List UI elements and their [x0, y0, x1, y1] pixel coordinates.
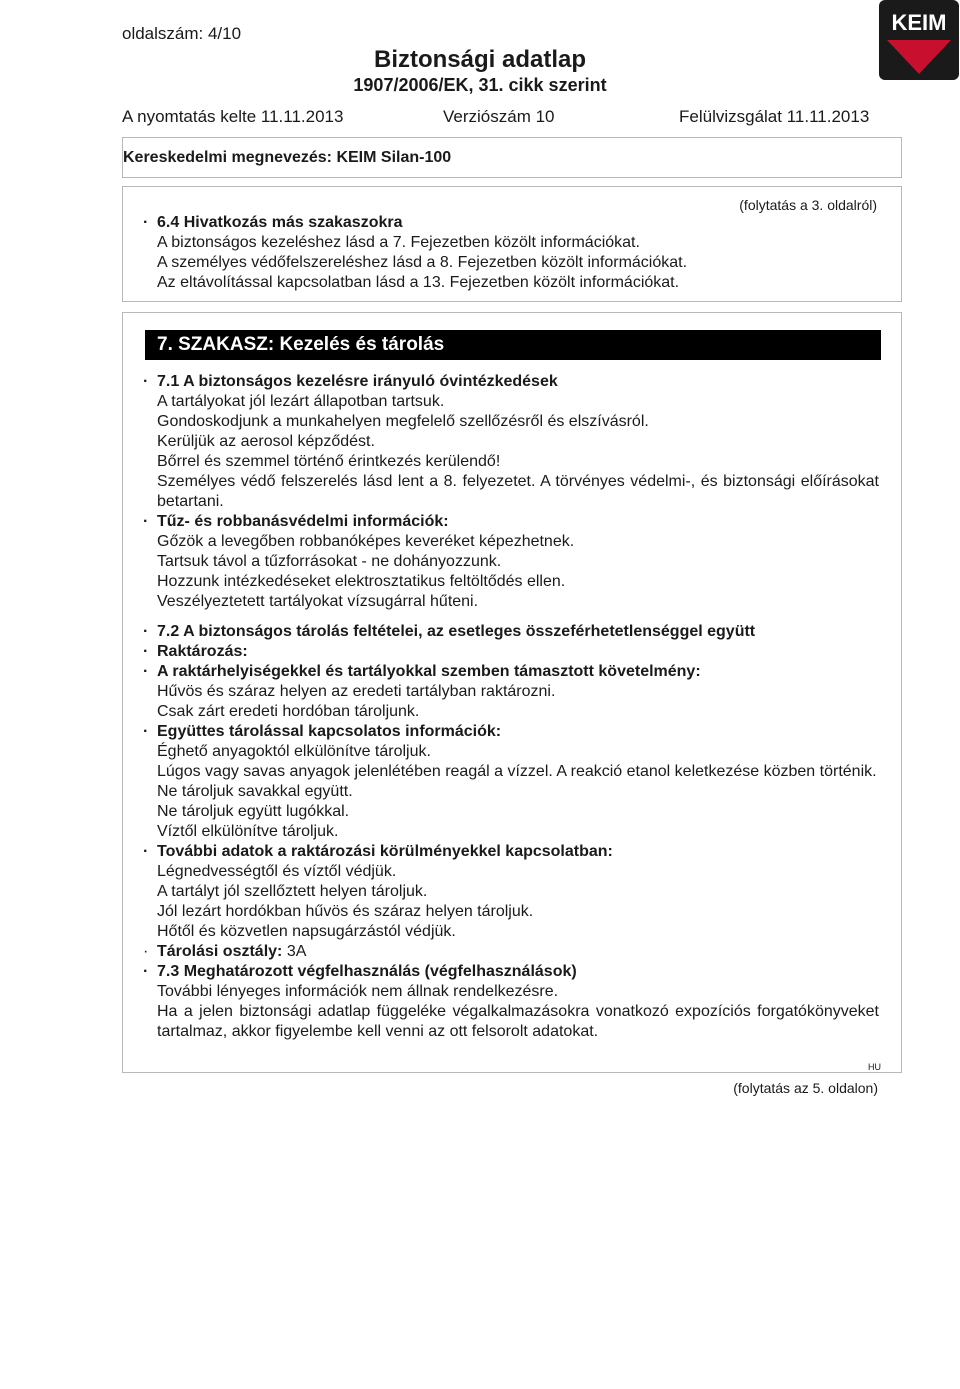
- section-7-1-line: Bőrrel és szemmel történő érintkezés kerülendő!: [157, 453, 501, 470]
- section-7-1-line: Kerüljük az aerosol képződést.: [157, 433, 375, 450]
- further-storage-line: Jól lezárt hordókban hűvös és száraz helyen tároljuk.: [157, 903, 534, 920]
- section-7-1-line: Gondoskodjunk a munkahelyen megfelelő szellőzésről és elszívásról.: [157, 413, 649, 430]
- trade-name-box: [122, 137, 902, 178]
- section-7-lines: [137, 372, 879, 1042]
- document-title: Biztonsági adatlap: [373, 46, 587, 73]
- continued-on: (folytatás az 5. oldalon): [733, 1080, 878, 1096]
- section-7-1-heading: · 7.1 A biztonságos kezelésre irányuló óvintézkedések: [137, 372, 879, 392]
- section-6-4-line: A biztonságos kezeléshez lásd a 7. Fejezetben közölt információkat.: [157, 234, 640, 251]
- further-storage-line: Légnedvességtől és víztől védjük.: [157, 863, 397, 880]
- version-number: Verziószám 10: [443, 107, 555, 126]
- page-number: oldalszám: 4/10: [122, 24, 242, 43]
- section-6-4: [122, 186, 902, 302]
- section-7-3-line: Ha a jelen biztonsági adatlap függeléke végalkalmazásokra vonatkozó expozíciós forgatókönyveket tartalmaz, akkor figyelembe kell venni az ott felsorolt adatokat.: [157, 1003, 879, 1040]
- joint-storage-line: Éghető anyagoktól elkülönítve tároljuk.: [157, 743, 431, 760]
- storage-class-value: 3A: [286, 943, 307, 960]
- document-subtitle: 1907/2006/EK, 31. cikk szerint: [353, 75, 607, 95]
- section-7-2-heading: · 7.2 A biztonságos tárolás feltételei, az esetleges összeférhetetlenséggel együtt: [137, 622, 879, 642]
- section-6-4-line: A személyes védőfelszereléshez lásd a 8. Fejezetben közölt információkat.: [157, 254, 688, 271]
- storage-heading: · Raktározás:: [137, 642, 879, 662]
- revision-date: Felülvizsgálat 11.11.2013: [679, 107, 870, 126]
- joint-storage-line: Lúgos vagy savas anyagok jelenlétében reagál a vízzel. A reakció etanol keletkezése közben történik.: [157, 763, 877, 780]
- keim-logo: [879, 0, 959, 80]
- trade-name: Kereskedelmi megnevezés: KEIM Silan-100: [123, 149, 452, 166]
- language-code: HU: [868, 1062, 881, 1072]
- storage-class-label: Tárolási osztály:: [157, 943, 283, 960]
- joint-storage-line: Ne tároljuk együtt lugókkal.: [157, 803, 350, 820]
- section-7-3-heading: · 7.3 Meghatározott végfelhasználás (végfelhasználások): [137, 962, 879, 982]
- section-7-3-line: További lényeges információk nem állnak rendelkezésre.: [157, 983, 559, 1000]
- joint-storage-heading: · Együttes tárolással kapcsolatos információk:: [137, 722, 879, 742]
- fire-line: Veszélyeztetett tartályokat vízsugárral hűteni.: [157, 593, 479, 610]
- storage-class: [137, 942, 879, 962]
- fire-line: Gőzök a levegőben robbanóképes keveréket képezhetnek.: [157, 533, 575, 550]
- joint-storage-line: Víztől elkülönítve tároljuk.: [157, 823, 339, 840]
- print-date: A nyomtatás kelte 11.11.2013: [122, 107, 344, 126]
- continued-from: (folytatás a 3. oldalról): [739, 197, 877, 213]
- fire-heading: · Tűz- és robbanásvédelmi információk:: [137, 512, 879, 532]
- further-storage-heading: · További adatok a raktározási körülményekkel kapcsolatban:: [137, 842, 879, 862]
- requirements-line: Csak zárt eredeti hordóban tároljunk.: [157, 703, 420, 720]
- section-7: [122, 312, 902, 1073]
- joint-storage-line: Ne tároljuk savakkal együtt.: [157, 783, 353, 800]
- section-7-1-line: Személyes védő felszerelés lásd lent a 8. felyezetet. A törvényes védelmi-, és biztonsági előírásokat betartani.: [157, 473, 879, 510]
- fire-line: Hozzunk intézkedéseket elektrosztatikus feltöltődés ellen.: [157, 573, 566, 590]
- section-6-4-line: Az eltávolítással kapcsolatban lásd a 13. Fejezetben közölt információkat.: [157, 274, 680, 291]
- requirements-heading: · A raktárhelyiségekkel és tartályokkal szemben támasztott követelmény:: [137, 662, 879, 682]
- logo-text: KEIM: [891, 10, 947, 35]
- section-7-1-line: A tartályokat jól lezárt állapotban tartsuk.: [157, 393, 445, 410]
- section-6-4-heading: · 6.4 Hivatkozás más szakaszokra: [137, 213, 879, 233]
- further-storage-line: A tartályt jól szellőztett helyen tároljuk.: [157, 883, 428, 900]
- requirements-line: Hűvös és száraz helyen az eredeti tartályban raktározni.: [157, 683, 556, 700]
- fire-line: Tartsuk távol a tűzforrásokat - ne dohányozzunk.: [157, 553, 502, 570]
- section-7-title: 7. SZAKASZ: Kezelés és tárolás: [145, 330, 881, 360]
- section-6-4-lines: [137, 213, 879, 293]
- further-storage-line: Hőtől és közvetlen napsugárzástól védjük.: [157, 923, 456, 940]
